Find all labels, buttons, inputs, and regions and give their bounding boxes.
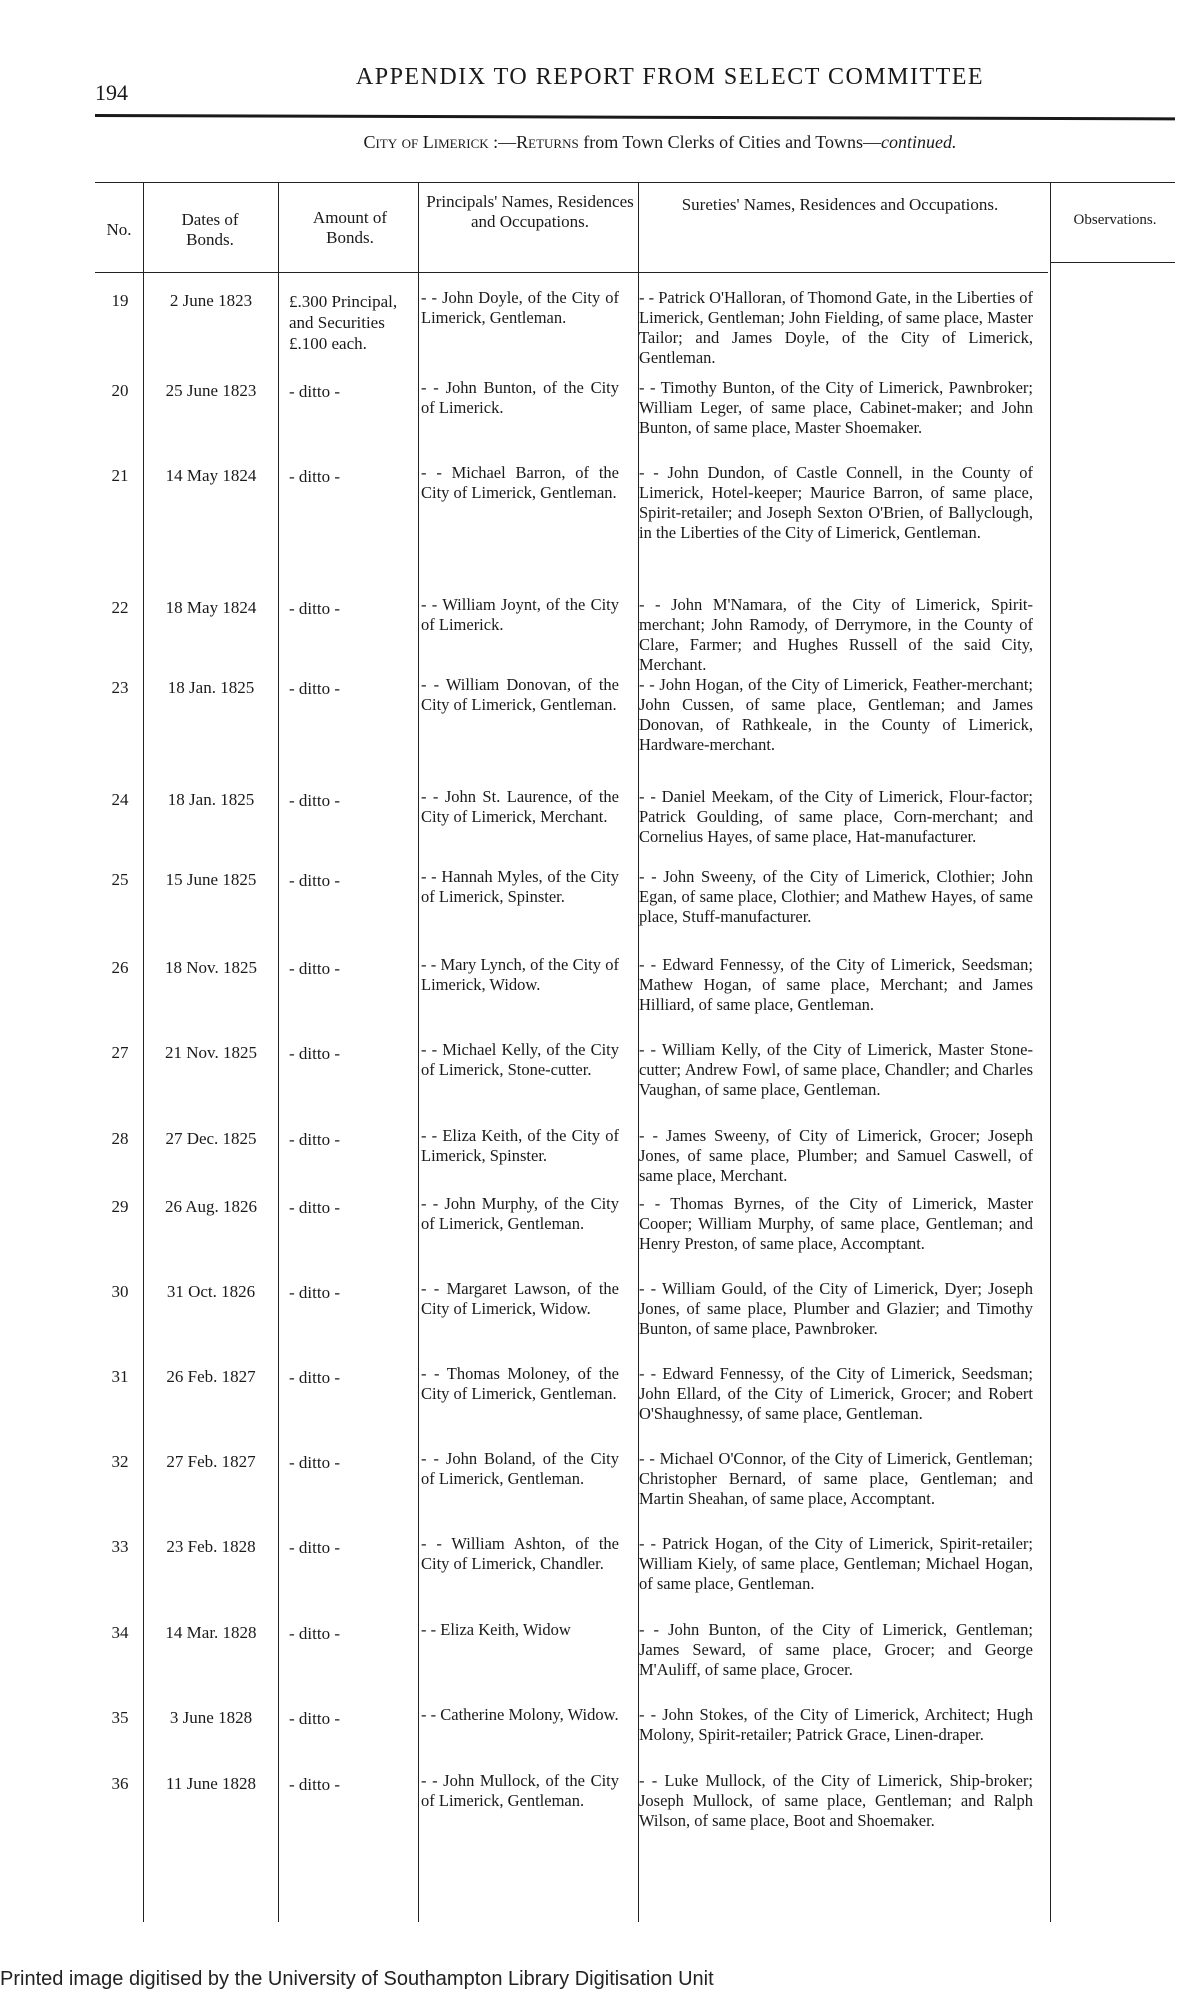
bond-date: 18 Jan. 1825 bbox=[167, 678, 255, 697]
bond-number: 27 bbox=[111, 1043, 129, 1062]
principal-details: - - William Joynt, of the City of Limerick. bbox=[421, 595, 619, 634]
bond-number: 26 bbox=[111, 958, 129, 977]
bond-number: 32 bbox=[111, 1452, 129, 1471]
table-row bbox=[95, 1771, 1055, 1871]
bond-number: 33 bbox=[111, 1537, 129, 1556]
table-row bbox=[95, 787, 1055, 867]
principal-details: - - Margaret Lawson, of the City of Limerick, Widow. bbox=[421, 1279, 619, 1318]
table-row bbox=[95, 675, 1055, 787]
sureties-details: - - Patrick O'Halloran, of Thomond Gate, in the Liberties of Limerick, Gentleman; John Fielding, of same place, Master Tailor; and James Doyle, of the City of Limerick, Gentleman. bbox=[639, 288, 1033, 367]
bond-date: 18 Jan. 1825 bbox=[167, 790, 255, 809]
bond-number: 30 bbox=[111, 1282, 129, 1301]
bond-amount: - ditto - bbox=[289, 959, 340, 978]
subtitle-rest: from Town Clerks of Cities and Towns— bbox=[578, 132, 882, 152]
bond-date: 25 June 1823 bbox=[165, 381, 257, 400]
bond-amount: £.300 Principal, and Securities £.100 each. bbox=[289, 292, 398, 353]
table-row bbox=[95, 1194, 1055, 1279]
digitisation-footer: Printed image digitised by the University of Southampton Library Digitisation Unit bbox=[0, 1968, 714, 1990]
bond-number: 24 bbox=[111, 790, 129, 809]
sureties-details: - - Daniel Meekam, of the City of Limerick, Flour-factor; Patrick Goulding, of same place, Corn-merchant; and Cornelius Hayes, of same place, Hat-manufacturer. bbox=[639, 787, 1033, 846]
bond-number: 22 bbox=[111, 598, 129, 617]
bond-amount: - ditto - bbox=[289, 1044, 340, 1063]
bond-number: 28 bbox=[111, 1129, 129, 1148]
bond-amount: - ditto - bbox=[289, 1130, 340, 1149]
bond-date: 2 June 1823 bbox=[169, 291, 253, 310]
sureties-details: - - Edward Fennessy, of the City of Limerick, Seedsman; John Ellard, of the City of Limerick, Grocer; and Robert O'Shaughnessy, of same place, Gentleman. bbox=[639, 1364, 1033, 1423]
sureties-details: - - James Sweeny, of City of Limerick, Grocer; Joseph Jones, of same place, Plumber; and Samuel Caswell, of same place, Merchant. bbox=[639, 1126, 1033, 1185]
principal-details: - - John Bunton, of the City of Limerick. bbox=[421, 378, 619, 417]
principal-details: - - John St. Laurence, of the City of Limerick, Merchant. bbox=[421, 787, 619, 826]
table-row bbox=[95, 1620, 1055, 1705]
bond-number: 35 bbox=[111, 1708, 129, 1727]
sureties-details: - - John Stokes, of the City of Limerick, Architect; Hugh Molony, Spirit-retailer; Patrick Grace, Linen-draper. bbox=[639, 1705, 1033, 1744]
column-header-sureties: Sureties' Names, Residences and Occupations. bbox=[681, 195, 999, 214]
bond-date: 14 May 1824 bbox=[165, 466, 257, 485]
bond-amount: - ditto - bbox=[289, 467, 340, 486]
bond-date: 26 Feb. 1827 bbox=[166, 1367, 256, 1386]
subtitle-separator: :— bbox=[488, 132, 517, 152]
bond-number: 36 bbox=[111, 1774, 129, 1793]
bond-date: 27 Feb. 1827 bbox=[166, 1452, 256, 1471]
table-row bbox=[95, 1040, 1055, 1126]
principal-details: - - William Donovan, of the City of Limerick, Gentleman. bbox=[421, 675, 619, 714]
column-header-amount: Amount of Bonds. bbox=[312, 208, 388, 247]
principal-details: - - Mary Lynch, of the City of Limerick, Widow. bbox=[421, 955, 619, 994]
bond-number: 23 bbox=[111, 678, 129, 697]
principal-details: - - Hannah Myles, of the City of Limerick, Spinster. bbox=[421, 867, 619, 906]
bond-date: 14 Mar. 1828 bbox=[165, 1623, 257, 1642]
bond-number: 31 bbox=[111, 1367, 129, 1386]
bond-number: 20 bbox=[111, 381, 129, 400]
bond-amount: - ditto - bbox=[289, 1198, 340, 1217]
table-row bbox=[95, 288, 1055, 378]
principal-details: - - John Boland, of the City of Limerick, Gentleman. bbox=[421, 1449, 619, 1488]
bond-amount: - ditto - bbox=[289, 599, 340, 618]
table-row bbox=[95, 1279, 1055, 1364]
page-title: APPENDIX TO REPORT FROM SELECT COMMITTEE bbox=[355, 64, 985, 90]
bond-amount: - ditto - bbox=[289, 1453, 340, 1472]
bond-amount: - ditto - bbox=[289, 1709, 340, 1728]
bond-number: 34 bbox=[111, 1623, 129, 1642]
page-number: 194 bbox=[95, 80, 128, 105]
bond-amount: - ditto - bbox=[289, 679, 340, 698]
column-header-principals: Principals' Names, Residences and Occupations. bbox=[426, 192, 634, 231]
bond-amount: - ditto - bbox=[289, 1283, 340, 1302]
bond-number: 25 bbox=[111, 870, 129, 889]
principal-details: - - John Doyle, of the City of Limerick, Gentleman. bbox=[421, 288, 619, 327]
subtitle-city: City of Limerick bbox=[363, 132, 489, 152]
bond-amount: - ditto - bbox=[289, 1368, 340, 1387]
column-header-dates: Dates of Bonds. bbox=[181, 210, 239, 249]
table-row bbox=[95, 1449, 1055, 1534]
bond-date: 21 Nov. 1825 bbox=[165, 1043, 257, 1062]
sureties-details: - - William Kelly, of the City of Limerick, Master Stone-cutter; Andrew Fowl, of same place, Chandler; and Charles Vaughan, of same place, Gentleman. bbox=[639, 1040, 1033, 1099]
bond-amount: - ditto - bbox=[289, 1775, 340, 1794]
bond-date: 3 June 1828 bbox=[169, 1708, 253, 1727]
column-header-no: No. bbox=[106, 220, 132, 239]
bond-date: 26 Aug. 1826 bbox=[164, 1197, 258, 1216]
table-row bbox=[95, 1364, 1055, 1449]
table-row bbox=[95, 1534, 1055, 1620]
principal-details: - - Catherine Molony, Widow. bbox=[421, 1705, 619, 1724]
bond-amount: - ditto - bbox=[289, 1538, 340, 1557]
sureties-details: - - William Gould, of the City of Limerick, Dyer; Joseph Jones, of same place, Plumber and Glazier; and Timothy Bunton, of same place, Pawnbroker. bbox=[639, 1279, 1033, 1338]
principal-details: - - John Mullock, of the City of Limerick, Gentleman. bbox=[421, 1771, 619, 1810]
header-rule bbox=[95, 114, 1175, 120]
sureties-details: - - John Bunton, of the City of Limerick, Gentleman; James Seward, of same place, Grocer; and George M'Auliff, of same place, Grocer. bbox=[639, 1620, 1033, 1679]
principal-details: - - Eliza Keith, of the City of Limerick, Spinster. bbox=[421, 1126, 619, 1165]
sureties-details: - - Michael O'Connor, of the City of Limerick, Gentleman; Christopher Bernard, of same place, Gentleman; and Martin Sheahan, of same place, Accomptant. bbox=[639, 1449, 1033, 1508]
bond-date: 23 Feb. 1828 bbox=[166, 1537, 256, 1556]
table-row bbox=[95, 595, 1055, 675]
sureties-details: - - John Hogan, of the City of Limerick, Feather-merchant; John Cussen, of same place, Gentleman; and James Donovan, of Rathkeale, in the County of Limerick, Hardware-merchant. bbox=[639, 675, 1033, 754]
sureties-details: - - Patrick Hogan, of the City of Limerick, Spirit-retailer; William Kiely, of same place, Gentleman; Michael Hogan, of same place, Gentleman. bbox=[639, 1534, 1033, 1593]
bond-date: 15 June 1825 bbox=[165, 870, 257, 889]
bond-amount: - ditto - bbox=[289, 1624, 340, 1643]
bond-date: 31 Oct. 1826 bbox=[166, 1282, 256, 1301]
sureties-details: - - Luke Mullock, of the City of Limerick, Ship-broker; Joseph Mullock, of same place, Gentleman; and Ralph Wilson, of same place, Boot and Shoemaker. bbox=[639, 1771, 1033, 1830]
bond-amount: - ditto - bbox=[289, 791, 340, 810]
table-subtitle bbox=[260, 132, 1060, 153]
principal-details: - - John Murphy, of the City of Limerick, Gentleman. bbox=[421, 1194, 619, 1233]
table-row bbox=[95, 463, 1055, 595]
bond-amount: - ditto - bbox=[289, 382, 340, 401]
sureties-details: - - Timothy Bunton, of the City of Limerick, Pawnbroker; William Leger, of same place, Cabinet-maker; and John Bunton, of same place, Master Shoemaker. bbox=[639, 378, 1033, 437]
principal-details: - - Thomas Moloney, of the City of Limerick, Gentleman. bbox=[421, 1364, 619, 1403]
sureties-details: - - Thomas Byrnes, of the City of Limerick, Master Cooper; William Murphy, of same place, Gentleman; and Henry Preston, of same place, Accomptant. bbox=[639, 1194, 1033, 1253]
bond-amount: - ditto - bbox=[289, 871, 340, 890]
table-row bbox=[95, 867, 1055, 955]
bond-date: 18 Nov. 1825 bbox=[165, 958, 257, 977]
principal-details: - - Michael Barron, of the City of Limerick, Gentleman. bbox=[421, 463, 619, 502]
table-row bbox=[95, 1705, 1055, 1771]
bond-date: 18 May 1824 bbox=[165, 598, 257, 617]
principal-details: - - William Ashton, of the City of Limerick, Chandler. bbox=[421, 1534, 619, 1573]
bond-date: 11 June 1828 bbox=[165, 1774, 257, 1793]
bonds-table-body bbox=[95, 288, 1055, 1871]
subtitle-returns: Returns bbox=[516, 132, 579, 152]
sureties-details: - - John M'Namara, of the City of Limerick, Spirit-merchant; John Ramody, of Derrymore, in the County of Clare, Farmer; and Hughes Russell of the said City, Merchant. bbox=[639, 595, 1033, 674]
table-row bbox=[95, 1126, 1055, 1194]
column-header-observations: Observations. bbox=[1073, 212, 1157, 228]
bond-date: 27 Dec. 1825 bbox=[165, 1129, 257, 1148]
sureties-details: - - John Sweeny, of the City of Limerick, Clothier; John Egan, of same place, Clothier; and Mathew Hayes, of same place, Stuff-manufacturer. bbox=[639, 867, 1033, 926]
bond-number: 19 bbox=[111, 291, 129, 310]
principal-details: - - Michael Kelly, of the City of Limerick, Stone-cutter. bbox=[421, 1040, 619, 1079]
table-top-rule bbox=[95, 182, 1175, 183]
table-row bbox=[95, 378, 1055, 463]
principal-details: - - Eliza Keith, Widow bbox=[421, 1620, 571, 1639]
bond-number: 29 bbox=[111, 1197, 129, 1216]
header-bottom-rule bbox=[95, 272, 1048, 273]
sureties-details: - - John Dundon, of Castle Connell, in the County of Limerick, Hotel-keeper; Maurice Barron, of same place, Spirit-retailer; and Joseph Sexton O'Brien, of Ballyclough, in the Liberties of the City of Limerick, Gentleman. bbox=[639, 463, 1033, 542]
sureties-details: - - Edward Fennessy, of the City of Limerick, Seedsman; Mathew Hogan, of same place, Merchant; and James Hilliard, of same place, Gentleman. bbox=[639, 955, 1033, 1014]
bond-number: 21 bbox=[111, 466, 129, 485]
table-row bbox=[95, 955, 1055, 1040]
observations-header-rule bbox=[1050, 262, 1175, 263]
subtitle-continued: continued. bbox=[881, 132, 957, 152]
